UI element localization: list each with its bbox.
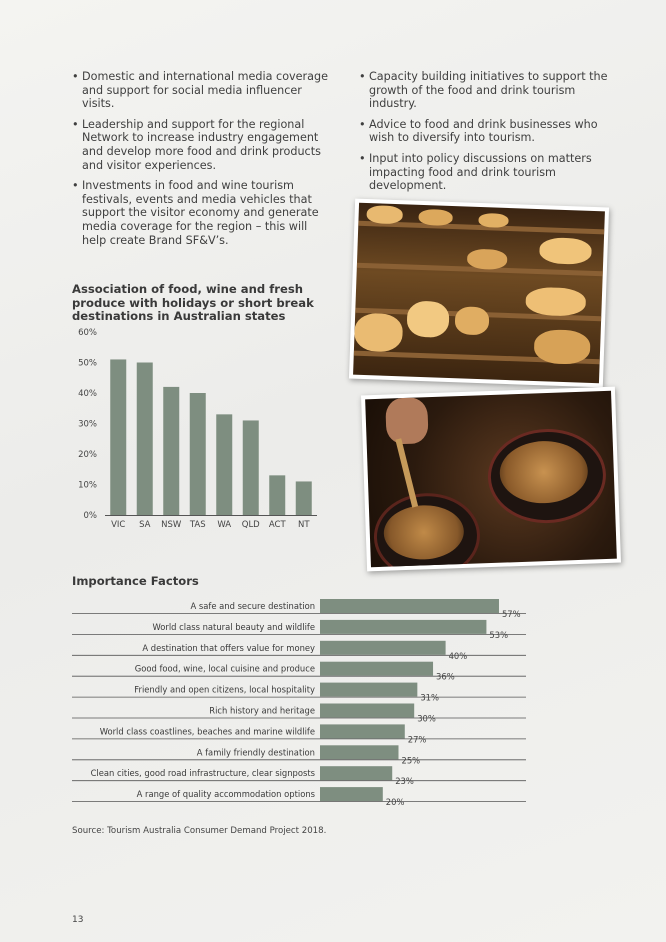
- chestnuts-roasting-photo: [361, 387, 621, 572]
- factor-label: A destination that offers value for money: [142, 642, 315, 653]
- factor-label: A safe and secure destination: [190, 601, 315, 611]
- bar-act: [269, 475, 285, 515]
- states-bar-chart: [72, 322, 332, 532]
- factor-bar: [320, 704, 414, 718]
- bullet-item: • Input into policy discussions on matters impacting food and drink tourism development.: [359, 152, 609, 193]
- factor-value-label: 25%: [401, 755, 421, 766]
- factor-label: A range of quality accommodation options: [136, 789, 315, 800]
- importance-factors-title: Importance Factors: [72, 574, 199, 588]
- factor-value-label: 53%: [489, 629, 509, 640]
- factor-label: A family friendly destination: [196, 747, 315, 758]
- y-tick-label: 20%: [78, 450, 97, 460]
- y-tick-label: 0%: [83, 511, 97, 521]
- y-tick-label: 50%: [78, 358, 97, 369]
- factor-bar: [320, 641, 446, 655]
- factor-label: World class natural beauty and wildlife: [152, 621, 315, 632]
- factor-label: Rich history and heritage: [209, 705, 315, 716]
- x-category-label: TAS: [189, 520, 206, 530]
- bullet-item: • Advice to food and drink businesses who wish to diversify into tourism.: [359, 118, 609, 145]
- factor-value-label: 36%: [436, 671, 455, 682]
- y-tick-label: 30%: [78, 419, 97, 430]
- factor-value-label: 40%: [448, 650, 468, 661]
- bar-wa: [216, 414, 232, 515]
- page-number: 13: [72, 915, 84, 925]
- factor-label: Clean cities, good road infrastructure, clear signposts: [90, 768, 315, 779]
- source-note: Source: Tourism Australia Consumer Demand Project 2018.: [72, 826, 327, 836]
- x-category-label: WA: [217, 520, 232, 530]
- bullet-list-left: [72, 70, 334, 254]
- y-tick-label: 60%: [78, 328, 97, 338]
- x-category-label: NT: [297, 520, 310, 530]
- factor-bar: [320, 766, 392, 780]
- cheese-shelves-photo: [349, 199, 609, 388]
- factor-value-label: 20%: [385, 797, 405, 808]
- factor-bar: [320, 599, 499, 613]
- importance-factors-chart: [72, 593, 532, 813]
- x-category-label: ACT: [268, 520, 286, 530]
- bar-qld: [243, 420, 259, 515]
- factor-bar: [320, 662, 433, 676]
- factor-value-label: 57%: [501, 609, 521, 619]
- x-category-label: VIC: [111, 520, 126, 530]
- bullet-item: • Leadership and support for the regional Network to increase industry engagement and develop more food and drink products and visitor experiences.: [72, 118, 334, 172]
- factor-bar: [320, 683, 417, 697]
- factor-value-label: 27%: [407, 734, 427, 745]
- bullet-item: • Investments in food and wine tourism festivals, events and media vehicles that support the visitor economy and generate media coverage for the region – this will help create Brand SF&V’s.: [72, 179, 334, 247]
- factor-label: Good food, wine, local cuisine and produce: [134, 663, 315, 674]
- factor-value-label: 31%: [420, 692, 439, 703]
- factor-label: World class coastlines, beaches and marine wildlife: [99, 726, 315, 737]
- bullet-item: • Domestic and international media coverage and support for social media influencer visits.: [72, 70, 334, 111]
- factor-value-label: 30%: [417, 713, 436, 724]
- x-category-label: NSW: [161, 520, 182, 530]
- x-category-label: QLD: [241, 520, 260, 530]
- factor-label: Friendly and open citizens, local hospitality: [134, 684, 315, 695]
- y-tick-label: 10%: [78, 480, 97, 491]
- y-tick-label: 40%: [78, 389, 97, 399]
- bullet-item: • Capacity building initiatives to support the growth of the food and drink tourism industry.: [359, 70, 609, 111]
- factor-bar: [320, 787, 383, 801]
- factor-bar: [320, 620, 486, 634]
- factor-bar: [320, 724, 405, 738]
- states-chart-title: Association of food, wine and fresh produce with holidays or short break destinations in Australian states: [72, 282, 314, 324]
- factor-value-label: 23%: [395, 776, 414, 787]
- bar-vic: [110, 359, 126, 515]
- bar-nt: [296, 481, 312, 515]
- bar-nsw: [163, 387, 179, 515]
- x-category-label: SA: [139, 520, 151, 530]
- bar-tas: [190, 393, 206, 515]
- bar-sa: [137, 363, 153, 516]
- bullet-list-right: [359, 70, 609, 200]
- factor-bar: [320, 745, 399, 759]
